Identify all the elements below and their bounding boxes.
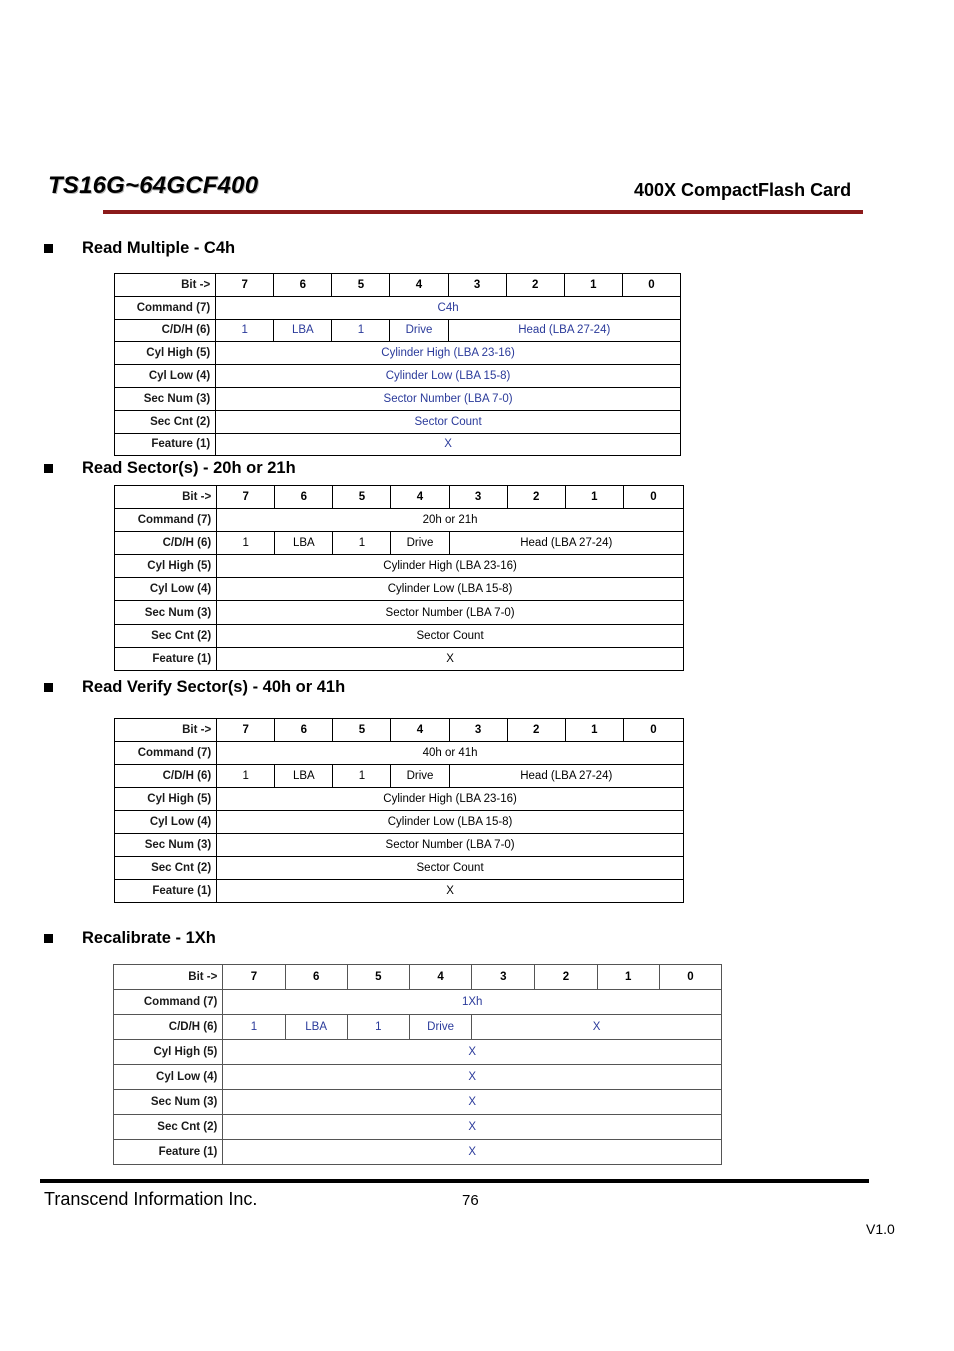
register-label: Cyl High (5) [115,788,217,811]
bit-number: 0 [623,486,683,509]
bit-number: 4 [390,274,448,297]
register-label: C/D/H (6) [115,765,217,788]
register-label: Sec Cnt (2) [114,1115,223,1140]
bit-number: 2 [507,719,565,742]
register-value: Sector Number (LBA 7-0) [217,601,684,624]
register-value: 20h or 21h [217,509,684,532]
register-label: Feature (1) [115,880,217,903]
bit-number: 1 [565,486,623,509]
register-label: Cyl High (5) [115,342,216,365]
register-label: C/D/H (6) [115,532,217,555]
register-row [115,433,681,456]
register-row [115,578,684,601]
bit-number: 2 [506,274,564,297]
register-value: X [223,1065,722,1090]
bullet-icon [44,683,53,692]
register-label: Cyl High (5) [114,1040,223,1065]
bit-number: 4 [409,965,471,990]
register-value: C4h [216,296,681,319]
section-heading-read-sectors: Read Sector(s) - 20h or 21h [82,459,296,477]
register-row [115,647,684,670]
register-row [115,532,684,555]
bullet-icon [44,244,53,253]
register-value: X [216,433,681,456]
register-value: X [217,880,684,903]
bit-number: 7 [216,274,274,297]
register-row [115,880,684,903]
register-label: Sec Cnt (2) [115,624,217,647]
register-value: Sector Count [216,410,681,433]
register-row [115,788,684,811]
register-row [115,296,681,319]
bit-number: 6 [275,486,333,509]
register-label: Command (7) [115,296,216,319]
register-field: LBA [275,532,333,555]
register-label: Cyl Low (4) [114,1065,223,1090]
register-row [115,342,681,365]
register-label: Sec Num (3) [115,601,217,624]
register-table-recalibrate [113,964,722,1165]
bit-number: 3 [449,486,507,509]
register-value: Cylinder High (LBA 23-16) [216,342,681,365]
bit-number: 7 [217,486,275,509]
register-label: Sec Num (3) [115,387,216,410]
register-value: X [223,1090,722,1115]
bullet-icon [44,934,53,943]
bit-number: 5 [332,274,390,297]
bit-number: 3 [448,274,506,297]
register-label: Sec Cnt (2) [115,410,216,433]
register-row [114,1115,722,1140]
register-value: 40h or 41h [217,742,684,765]
page-number: 76 [462,1192,479,1209]
bit-number: 5 [333,486,391,509]
register-field: 1 [217,765,275,788]
bit-number: 5 [333,719,391,742]
register-label: C/D/H (6) [115,319,216,342]
section-heading-recalibrate: Recalibrate - 1Xh [82,929,216,947]
register-label: Command (7) [115,742,217,765]
document-title: TS16G~64GCF400 [48,172,259,199]
register-row [115,834,684,857]
register-value: X [223,1140,722,1165]
register-row [115,857,684,880]
register-field: Drive [390,319,448,342]
register-field: Drive [391,532,449,555]
register-row [115,742,684,765]
register-label: Sec Num (3) [114,1090,223,1115]
register-label: Command (7) [115,509,217,532]
register-label: Cyl Low (4) [115,365,216,388]
register-label: C/D/H (6) [114,1015,223,1040]
register-value: X [223,1040,722,1065]
register-field: 1 [332,319,390,342]
register-row [114,1015,722,1040]
bit-number: 7 [217,719,275,742]
register-row [114,1090,722,1115]
register-row [115,274,681,297]
register-row [115,624,684,647]
bit-number: 6 [285,965,347,990]
bit-number: 0 [623,719,683,742]
register-label: Feature (1) [115,433,216,456]
register-value: 1Xh [223,990,722,1015]
register-label: Bit -> [114,965,223,990]
register-field: LBA [285,1015,347,1040]
bit-number: 6 [274,274,332,297]
register-table-read-multiple [114,273,681,456]
register-row [115,555,684,578]
register-row [115,410,681,433]
register-field: 1 [223,1015,285,1040]
register-row [115,365,681,388]
footer-company: Transcend Information Inc. [44,1189,258,1209]
register-row [115,811,684,834]
bit-number: 4 [391,486,449,509]
bit-number: 6 [275,719,333,742]
register-value: Sector Count [217,624,684,647]
register-label: Command (7) [114,990,223,1015]
register-value: Cylinder Low (LBA 15-8) [216,365,681,388]
register-field-head: Head (LBA 27-24) [449,532,683,555]
register-row [115,719,684,742]
bit-number: 2 [507,486,565,509]
bit-number: 1 [564,274,622,297]
register-value: X [223,1115,722,1140]
register-value: Sector Number (LBA 7-0) [216,387,681,410]
register-value: Cylinder Low (LBA 15-8) [217,578,684,601]
bit-number: 1 [565,719,623,742]
register-table-read-verify [114,718,684,903]
register-value: Cylinder High (LBA 23-16) [217,788,684,811]
register-field-head: X [472,1015,722,1040]
register-row [115,509,684,532]
register-label: Feature (1) [114,1140,223,1165]
register-row [114,1040,722,1065]
register-label: Sec Cnt (2) [115,857,217,880]
register-value: Sector Count [217,857,684,880]
register-label: Bit -> [115,719,217,742]
register-field: 1 [347,1015,409,1040]
bit-number: 3 [472,965,535,990]
register-field: LBA [274,319,332,342]
register-row [115,765,684,788]
section-heading-read-multiple: Read Multiple - C4h [82,239,236,257]
register-value: Cylinder Low (LBA 15-8) [217,811,684,834]
register-row [114,990,722,1015]
register-row [114,1140,722,1165]
register-field: 1 [333,765,391,788]
footer-divider [40,1179,869,1183]
register-label: Cyl Low (4) [115,578,217,601]
register-row [115,486,684,509]
header-divider [103,210,863,214]
register-field-head: Head (LBA 27-24) [449,765,683,788]
register-field: LBA [275,765,333,788]
register-label: Cyl Low (4) [115,811,217,834]
register-label: Bit -> [115,274,216,297]
document-subtitle: 400X CompactFlash Card [634,180,852,200]
bit-number: 0 [622,274,680,297]
register-label: Feature (1) [115,647,217,670]
register-value: Sector Number (LBA 7-0) [217,834,684,857]
document-version: V1.0 [866,1221,895,1237]
register-row [115,319,681,342]
register-field: 1 [216,319,274,342]
register-label: Cyl High (5) [115,555,217,578]
bit-number: 2 [535,965,597,990]
bit-number: 3 [449,719,507,742]
register-row [115,387,681,410]
bit-number: 1 [597,965,659,990]
register-row [114,1065,722,1090]
register-field-head: Head (LBA 27-24) [448,319,680,342]
bullet-icon [44,464,53,473]
register-row [115,601,684,624]
section-heading-read-verify: Read Verify Sector(s) - 40h or 41h [82,678,346,696]
register-field: 1 [217,532,275,555]
register-value: X [217,647,684,670]
register-field: 1 [333,532,391,555]
register-label: Sec Num (3) [115,834,217,857]
bit-number: 7 [223,965,285,990]
bit-number: 0 [659,965,721,990]
register-label: Bit -> [115,486,217,509]
bit-number: 5 [347,965,409,990]
register-value: Cylinder High (LBA 23-16) [217,555,684,578]
register-field: Drive [391,765,449,788]
register-table-read-sectors [114,485,684,671]
bit-number: 4 [391,719,449,742]
register-row [114,965,722,990]
register-field: Drive [409,1015,471,1040]
